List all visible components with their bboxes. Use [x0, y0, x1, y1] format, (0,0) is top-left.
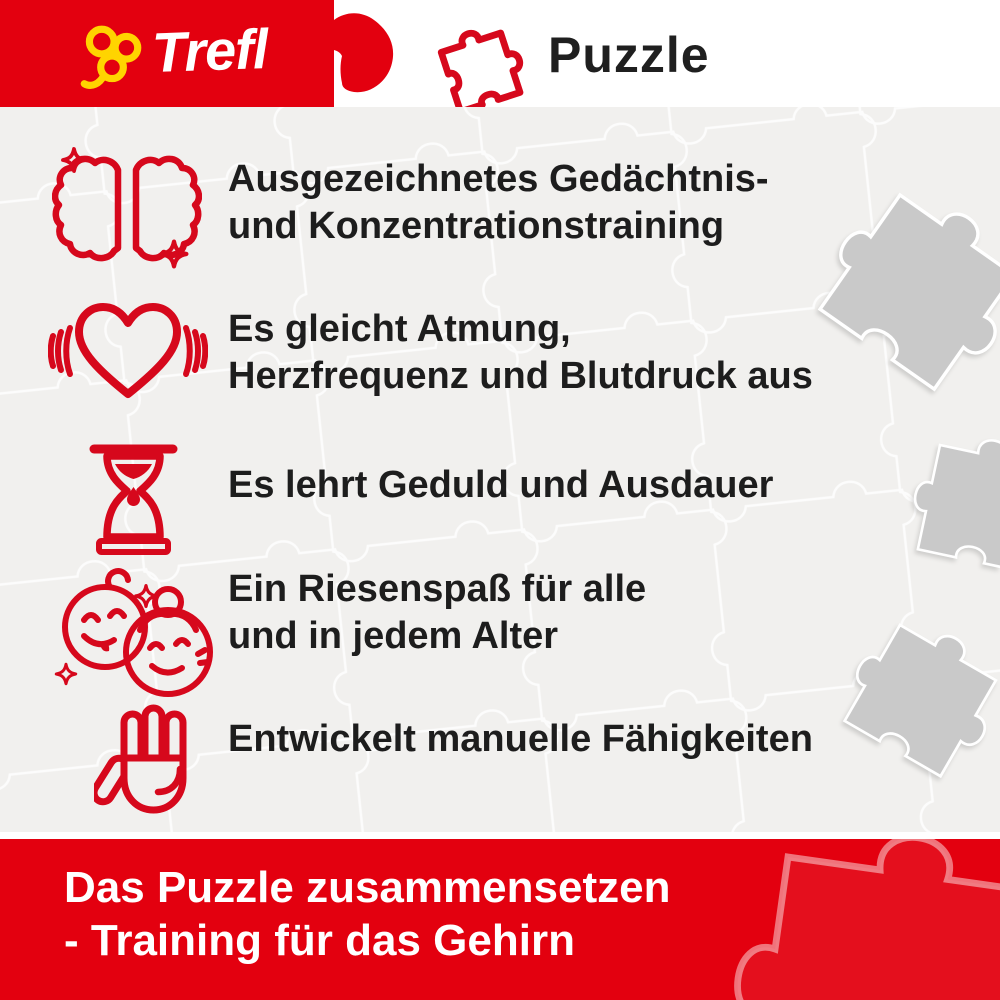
benefit-line: und in jedem Alter	[228, 615, 559, 657]
benefit-text-4	[228, 566, 646, 660]
product-type-title: Puzzle	[548, 27, 710, 83]
footer-slogan-line: Das Puzzle zusammensetzen	[64, 863, 671, 912]
brand-name: Trefl	[150, 17, 269, 84]
heart-waves-icon	[48, 296, 208, 406]
brain-icon	[52, 146, 202, 276]
benefit-line: und Konzentrationstraining	[228, 205, 725, 247]
benefit-text-3	[228, 462, 773, 509]
footer-slogan-line: - Training für das Gehirn	[64, 916, 575, 965]
puzzle-piece-icon	[432, 9, 532, 109]
benefit-line: Es lehrt Geduld und Ausdauer	[228, 464, 774, 506]
benefit-line: Es gleicht Atmung,	[228, 308, 571, 350]
footer-slogan	[64, 861, 670, 967]
footer-divider	[0, 832, 1000, 839]
hand-icon	[94, 696, 209, 826]
header-bar	[0, 0, 1000, 107]
benefit-line: Ein Riesenspaß für alle	[228, 568, 647, 610]
clover-icon	[78, 20, 144, 94]
gray-piece-medium	[904, 427, 1000, 575]
benefit-text-2	[228, 306, 813, 400]
footer-banner	[0, 839, 1000, 1000]
benefit-text-1	[228, 156, 769, 250]
benefit-line: Entwickelt manuelle Fähigkeiten	[228, 718, 813, 760]
gray-piece-large	[805, 168, 1000, 401]
benefit-line: Ausgezeichnetes Gedächtnis-	[228, 158, 769, 200]
benefit-text-5	[228, 716, 813, 763]
hourglass-icon	[86, 440, 181, 565]
benefit-line: Herzfrequenz und Blutdruck aus	[228, 355, 813, 397]
faces-icon	[48, 552, 223, 702]
gray-piece-small	[832, 604, 1000, 784]
